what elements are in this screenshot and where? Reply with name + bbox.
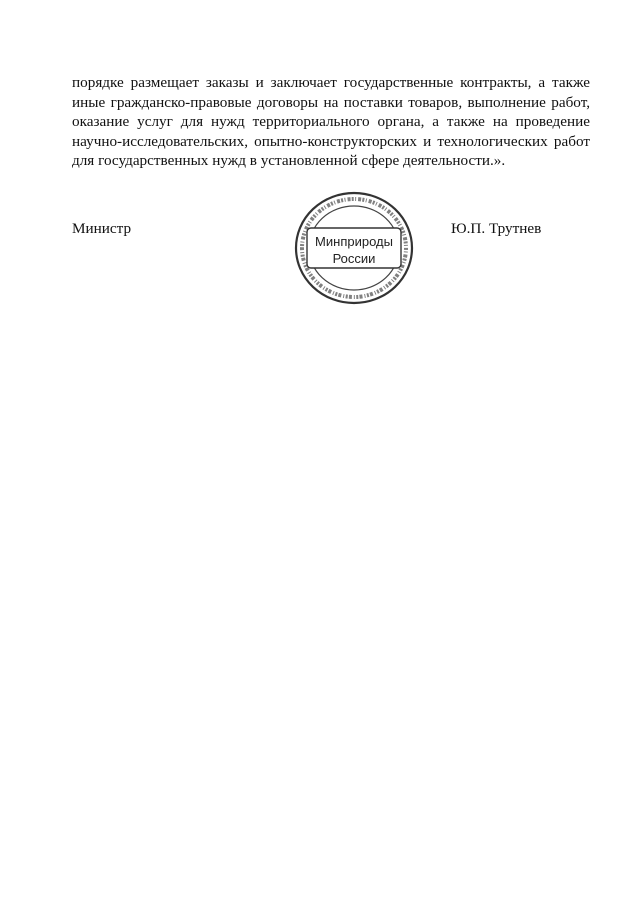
seal-text-line-2: России [332, 251, 376, 266]
signature-block [0, 190, 640, 310]
paragraph-line-1: порядке размещает заказы и заключает государственные контракты, а также [72, 74, 590, 91]
paragraph-line-4: научно-исследовательских, опытно-конструкторских и технологических работ [72, 132, 590, 150]
signer-name: Ю.П. Трутнев [451, 220, 542, 237]
seal-text-line-1: Минприроды [315, 234, 393, 249]
signer-title: Министр [72, 220, 132, 237]
paragraph-line-2: иные гражданско-правовые договоры на поставки товаров, выполнение работ, [72, 93, 590, 111]
paragraph-line-3: оказание услуг для нужд территориального органа, а также на проведение [72, 113, 590, 131]
official-seal-stamp [293, 190, 415, 306]
paragraph-line-5: для государственных нужд в установленной сфере деятельности.». [72, 152, 506, 170]
paragraph [72, 73, 590, 171]
